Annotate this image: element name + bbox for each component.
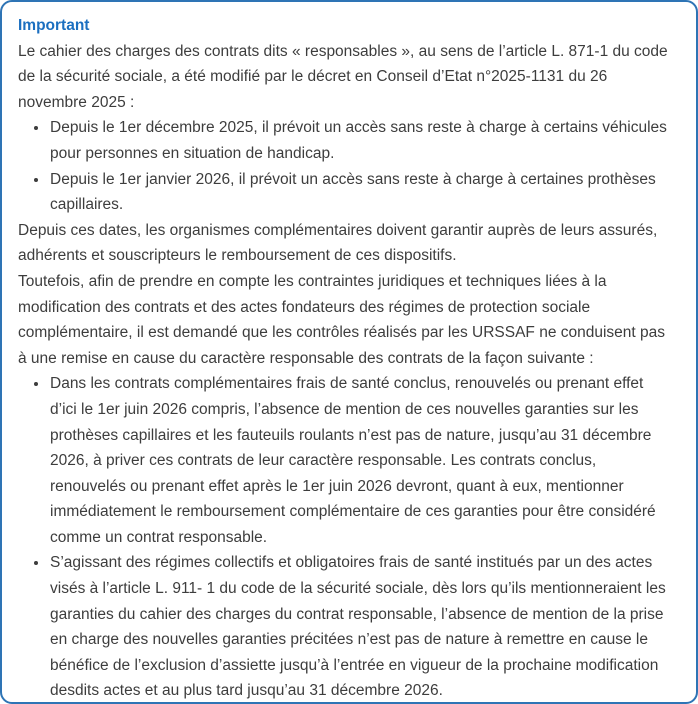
notice-paragraph-toutefois: Toutefois, afin de prendre en compte les contraintes juridiques et techniques liées à la modification des contrats et des actes fondateurs des régimes de protection sociale complémentaire, il est demandé que les contrôles réalisés par les URSSAF ne conduisent pas à une remise en cause du caractère responsable des contrats de la façon suivante : <box>18 272 666 367</box>
list-item: • Dans les contrats complémentaires frais de santé conclus, renouvelés ou prenant effet d’ici le 1er juin 2026 compris, l’absence de mention de ces nouvelles garanties sur les prothèses capillaires et les fauteuils roulants n’est pas de nature, jusqu’au 31 décembre 2026, à priver ces contrats de leur caractère responsable. Les contrats conclus, renouvelés ou prenant effet après le 1er juin 2026 devront, quant à eux, mentionner immédiatement le remboursement complémentaire de ces garanties pour être considéré comme un contrat responsable. <box>49 371 672 550</box>
list-item: • Depuis le 1er décembre 2025, il prévoit un accès sans reste à charge à certains véhicules pour personnes en situation de handicap. <box>49 115 672 166</box>
notice-list-effective-dates <box>18 115 672 217</box>
notice-paragraph-guarantee: Depuis ces dates, les organismes complémentaires doivent garantir auprès de leurs assurés, adhérents et souscripteurs le remboursement de ces dispositifs. <box>18 221 658 265</box>
list-item: • Depuis le 1er janvier 2026, il prévoit un accès sans reste à charge à certaines prothèses capillaires. <box>49 167 672 218</box>
notice-intro-paragraph: Le cahier des charges des contrats dits « responsables », au sens de l’article L. 871-1 du code de la sécurité sociale, a été modifié par le décret en Conseil d’Etat n°2025-1131 du 26 novembre 2025 : <box>18 42 668 111</box>
notice-list-tolerance-rules <box>18 371 672 704</box>
list-item: • S’agissant des régimes collectifs et obligatoires frais de santé institués par un des actes visés à l’article L. 911- 1 du code de la sécurité sociale, dès lors qu’ils mentionneraient les garanties du cahier des charges du contrat responsable, l’absence de mention de la prise en charge des nouvelles garanties précitées n’est pas de nature à remettre en cause le bénéfice de l’exclusion d’assiette jusqu’à l’entrée en vigueur de la prochaine modification desdits actes et au plus tard jusqu’au 31 décembre 2026. <box>49 550 672 704</box>
notice-title: Important <box>18 17 90 34</box>
